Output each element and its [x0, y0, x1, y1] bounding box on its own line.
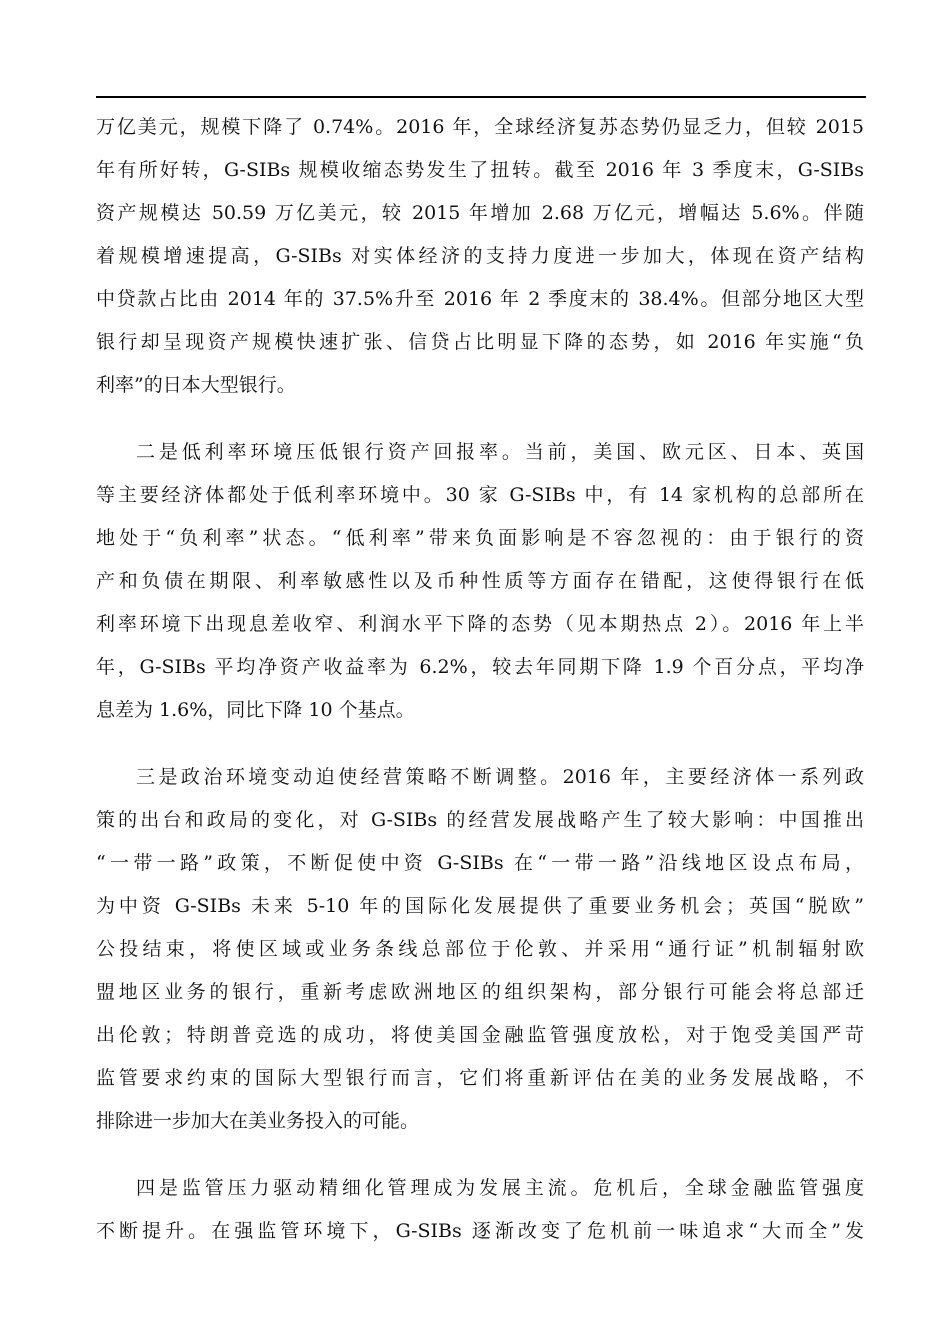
text-line: 息差为 1.6%，同比下降 10 个基点。 [96, 699, 415, 721]
body-text [96, 106, 864, 1253]
text-line: 为中资 G-SIBs 未来 5-10 年的国际化发展提供了重要业务机会；英国“脱欧” [96, 895, 864, 917]
text-line: 年，G-SIBs 平均净资产收益率为 6.2%，较去年同期下降 1.9 个百分点，平均净 [96, 656, 864, 678]
text-line: 策的出台和政局的变化，对 G-SIBs 的经营发展战略产生了较大影响：中国推出 [96, 809, 864, 831]
text-line: “一带一路”政策，不断促使中资 G-SIBs 在“一带一路”沿线地区设点布局， [96, 852, 864, 874]
text-line: 二是低利率环境压低银行资产回报率。当前，美国、欧元区、日本、英国 [136, 441, 864, 463]
paragraph-gap [96, 407, 864, 431]
text-line: 年有所好转，G-SIBs 规模收缩态势发生了扭转。截至 2016 年 3 季度末，G-SIBs [96, 159, 864, 181]
text-line: 万亿美元，规模下降了 0.74%。2016 年，全球经济复苏态势仍显乏力，但较 2015 [96, 116, 864, 138]
text-line: 着规模增速提高，G-SIBs 对实体经济的支持力度进一步加大，体现在资产结构 [96, 245, 864, 267]
paragraph [96, 756, 864, 1143]
header-rule [96, 96, 866, 98]
text-line: 产和负债在期限、利率敏感性以及币种性质等方面存在错配，这使得银行在低 [96, 570, 864, 592]
text-line: 不断提升。在强监管环境下，G-SIBs 逐渐改变了危机前一味追求“大而全”发 [96, 1220, 864, 1242]
paragraph-gap [96, 732, 864, 756]
paragraph [96, 106, 864, 407]
text-line: 利率环境下出现息差收窄、利润水平下降的态势（见本期热点 2）。2016 年上半 [96, 613, 864, 635]
text-line: 地处于“负利率”状态。“低利率”带来负面影响是不容忽视的：由于银行的资 [96, 527, 864, 549]
paragraph [96, 431, 864, 732]
text-line: 三是政治环境变动迫使经营策略不断调整。2016 年，主要经济体一系列政 [136, 766, 864, 788]
paragraph [96, 1167, 864, 1253]
text-line: 监管要求约束的国际大型银行而言，它们将重新评估在美的业务发展战略，不 [96, 1067, 864, 1089]
text-line: 银行却呈现资产规模快速扩张、信贷占比明显下降的态势，如 2016 年实施“负 [96, 331, 864, 353]
text-line: 排除进一步加大在美业务投入的可能。 [96, 1110, 420, 1132]
text-line: 盟地区业务的银行，重新考虑欧洲地区的组织架构，部分银行可能会将总部迁 [96, 981, 864, 1003]
text-line: 四是监管压力驱动精细化管理成为发展主流。危机后，全球金融监管强度 [136, 1177, 864, 1199]
text-line: 公投结束，将使区域或业务条线总部位于伦敦、并采用“通行证”机制辐射欧 [96, 938, 864, 960]
text-line: 等主要经济体都处于低利率环境中。30 家 G-SIBs 中，有 14 家机构的总部所在 [96, 484, 864, 506]
text-line: 中贷款占比由 2014 年的 37.5%升至 2016 年 2 季度末的 38.4%。但部分地区大型 [96, 288, 864, 310]
paragraph-gap [96, 1143, 864, 1167]
text-line: 资产规模达 50.59 万亿美元，较 2015 年增加 2.68 万亿元，增幅达 5.6%。伴随 [96, 202, 864, 224]
text-line: 出伦敦；特朗普竞选的成功，将使美国金融监管强度放松，对于饱受美国严苛 [96, 1024, 864, 1046]
text-line: 利率”的日本大型银行。 [96, 374, 296, 396]
